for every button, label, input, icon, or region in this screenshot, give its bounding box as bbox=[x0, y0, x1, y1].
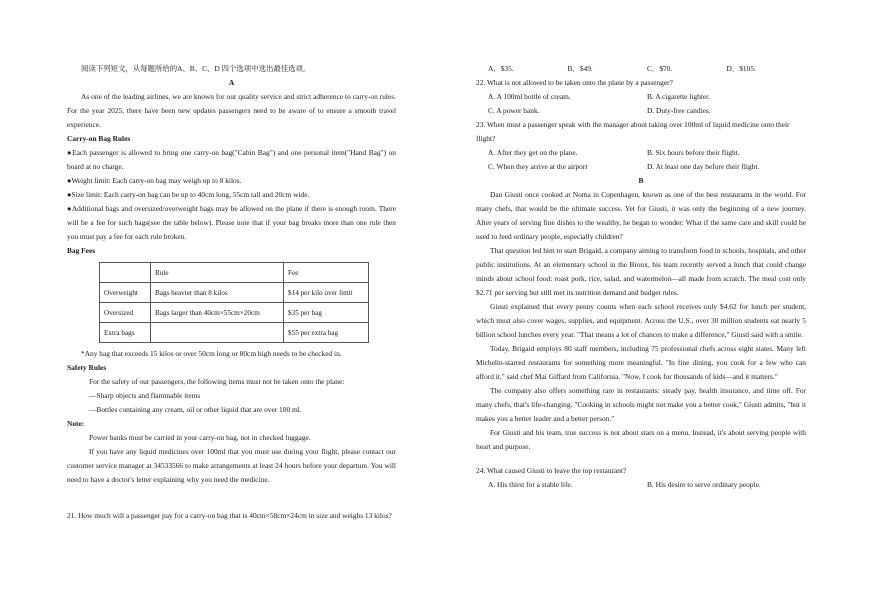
safety-line: —Bottles containing any cream, oil or other liquid that are over 100 ml. bbox=[89, 405, 302, 414]
note-line: If you have any liquid medicines over 100ml that you must use during your flight, please contact our customer service manager at 34533566 to make arrangements at least 24 hours before your departure. You will need to have a doctor's letter explaining why you need the medicine. bbox=[67, 447, 396, 484]
table-cell: Bags larger than 40cm×55cm×20cm bbox=[151, 303, 284, 323]
option: A. A 100ml bottle of cream. bbox=[488, 92, 571, 101]
passage-b-paragraph: Today, Brigaid employs 80 staff members, including 75 professional chefs across eight states. Many left Michelin-starred restaurants for something more meaningful. "In fine dining, you cook for a few who can afford it," said chef Mai Giffard from California. "Now, I cook for thousands of kids—and it matters." bbox=[476, 344, 806, 381]
question-23: 23. When must a passenger speak with the manager about taking over 100ml of liquid medicine onto their flight? bbox=[476, 120, 790, 143]
section-a-heading: A bbox=[228, 78, 235, 87]
question-21: 21. How much will a passenger pay for a carry-on bag that is 40cm×58cm×24cm in size and weighs 13 kilos? bbox=[67, 511, 392, 520]
bag-fees-heading: Bag Fees bbox=[67, 246, 96, 255]
table-cell: $35 per bag bbox=[284, 303, 369, 323]
table-cell: $14 per kilo over limit bbox=[284, 283, 369, 303]
q22-options bbox=[476, 90, 806, 118]
option: B. A cigarette lighter. bbox=[647, 92, 711, 101]
table-cell: Extra bags bbox=[100, 323, 151, 343]
question-22: 22. What is not allowed to be taken onto the plane by a passenger? bbox=[476, 78, 673, 87]
safety-line: For the safety of our passengers, the following items must not be taken onto the plane: bbox=[89, 377, 345, 386]
table-header-cell: Fee bbox=[284, 263, 369, 283]
passage-b-paragraph: Dan Giusti once cooked at Noma in Copenhagen, known as one of the best restaurants in the world. For many chefs, that would be the ultimate success. Yet for Giusti, it was only the beginning of a new journey. After years of serving fine dishes to the wealthy, he began to wonder: What if the same care and skill could be used to feed ordinary people, especially children? bbox=[476, 190, 806, 241]
table-note: *Any bag that exceeds 15 kilos or over 50cm long or 80cm high needs to be checked in. bbox=[81, 349, 342, 358]
table-row bbox=[100, 323, 369, 343]
bag-fees-table bbox=[99, 262, 369, 343]
table-cell: Oversized bbox=[100, 303, 151, 323]
passage-a-intro: As one of the leading airlines, we are known for our quality service and strict adherence to carry-on rules. For the year 2025, there have been new updates passengers need to be aware of to ensure a smooth travel experience. bbox=[67, 92, 396, 129]
passage-b-paragraph: The company also offers something rare in restaurants: steady pay, health insurance, and time off. For many chefs, that's life-changing. "Cooking in schools might not make you a better cook," Giusti admits, "but it makes you a better leader and a better person." bbox=[476, 386, 806, 423]
rule-3: ●Size limit: Each carry-on bag can be up to 40cm long, 55cm tall and 20cm wide. bbox=[67, 190, 310, 199]
option: C．$70. bbox=[647, 64, 673, 73]
option: D．$105. bbox=[726, 64, 756, 73]
table-header-row bbox=[100, 263, 369, 283]
table-row bbox=[100, 283, 369, 303]
option: A. His thirst for a stable life. bbox=[488, 480, 573, 489]
carry-on-heading: Carry-on Bag Rules bbox=[67, 134, 131, 143]
table-cell: $55 per extra bag bbox=[284, 323, 369, 343]
section-b-heading: B bbox=[638, 176, 644, 185]
option: B．$49. bbox=[567, 64, 593, 73]
safety-line: —Sharp objects and flammable items bbox=[89, 391, 201, 400]
rule-4: ●Additional bags and oversized/overweight bags may be allowed on the plane if there is enough room. There will be a fee for such bags(see the table below). Please note that if your bag breaks more than one rule then you must pay a fee for each rule broken. bbox=[67, 204, 396, 241]
table-row bbox=[100, 303, 369, 323]
option: C. When they arrive at the airport bbox=[488, 162, 588, 171]
passage-b-paragraph: That question led him to start Brigaid, a company aiming to transform food in schools, hospitals, and other public institutions. At an elementary school in the Bronx, his team recently served a lunch that could change minds about school food: roast pork, rice, salad, and watermelon—all made from scratch. The meal cost only $2.71 per serving but still met its nutrition demand and budget rules. bbox=[476, 246, 806, 297]
instruction: 阅读下列短文，从每题所给的A、B、C、D 四个选项中选出最佳选项。 bbox=[81, 64, 311, 73]
q21-options bbox=[476, 62, 806, 76]
option: D. At least one day before their flight. bbox=[647, 162, 760, 171]
option: B. His desire to serve ordinary people. bbox=[647, 480, 761, 489]
option: C. A power bank. bbox=[488, 106, 540, 115]
passage-b-paragraph: Giusti explained that every penny counts when each school receives only $4.62 for lunch per student, which must also cover wages, supplies, and equipment. Across the U.S., over 30 million students eat nearly 5 billion school lunches every year. "That means a lot of chances to make a difference," Giusti said with a smile. bbox=[476, 302, 806, 339]
option: B. Six hours before their flight. bbox=[647, 148, 740, 157]
question-24: 24. What caused Giusti to leave the top restaurant? bbox=[476, 466, 627, 475]
option: D. Duty-free candies. bbox=[647, 106, 711, 115]
option: A．$35. bbox=[488, 64, 514, 73]
table-cell: Bags heavier than 8 kilos bbox=[151, 283, 284, 303]
table-header-cell bbox=[100, 263, 151, 283]
table-cell: Overweight bbox=[100, 283, 151, 303]
right-column bbox=[476, 62, 806, 492]
rule-1: ●Each passenger is allowed to bring one carry-on bag("Cabin Bag") and one personal item("Hand Bag") on board at no charge. bbox=[67, 148, 396, 171]
passage-b-paragraph: For Giusti and his team, true success is not about stars on a menu. Instead, it's about serving people with heart and purpose. bbox=[476, 428, 806, 451]
rule-2: ●Weight limit: Each carry-on bag may weigh up to 8 kilos. bbox=[67, 176, 242, 185]
safety-heading: Safety Rules bbox=[67, 363, 107, 372]
table-header-cell: Rule bbox=[151, 263, 284, 283]
q24-options bbox=[476, 478, 806, 492]
left-column bbox=[67, 62, 396, 523]
note-line: Power banks must be carried in your carry-on bag, not in checked luggage. bbox=[89, 433, 311, 442]
note-heading: Note: bbox=[67, 419, 85, 428]
option: A. After they get on the plane. bbox=[488, 148, 578, 157]
q23-options bbox=[476, 146, 806, 174]
table-cell bbox=[151, 323, 284, 343]
